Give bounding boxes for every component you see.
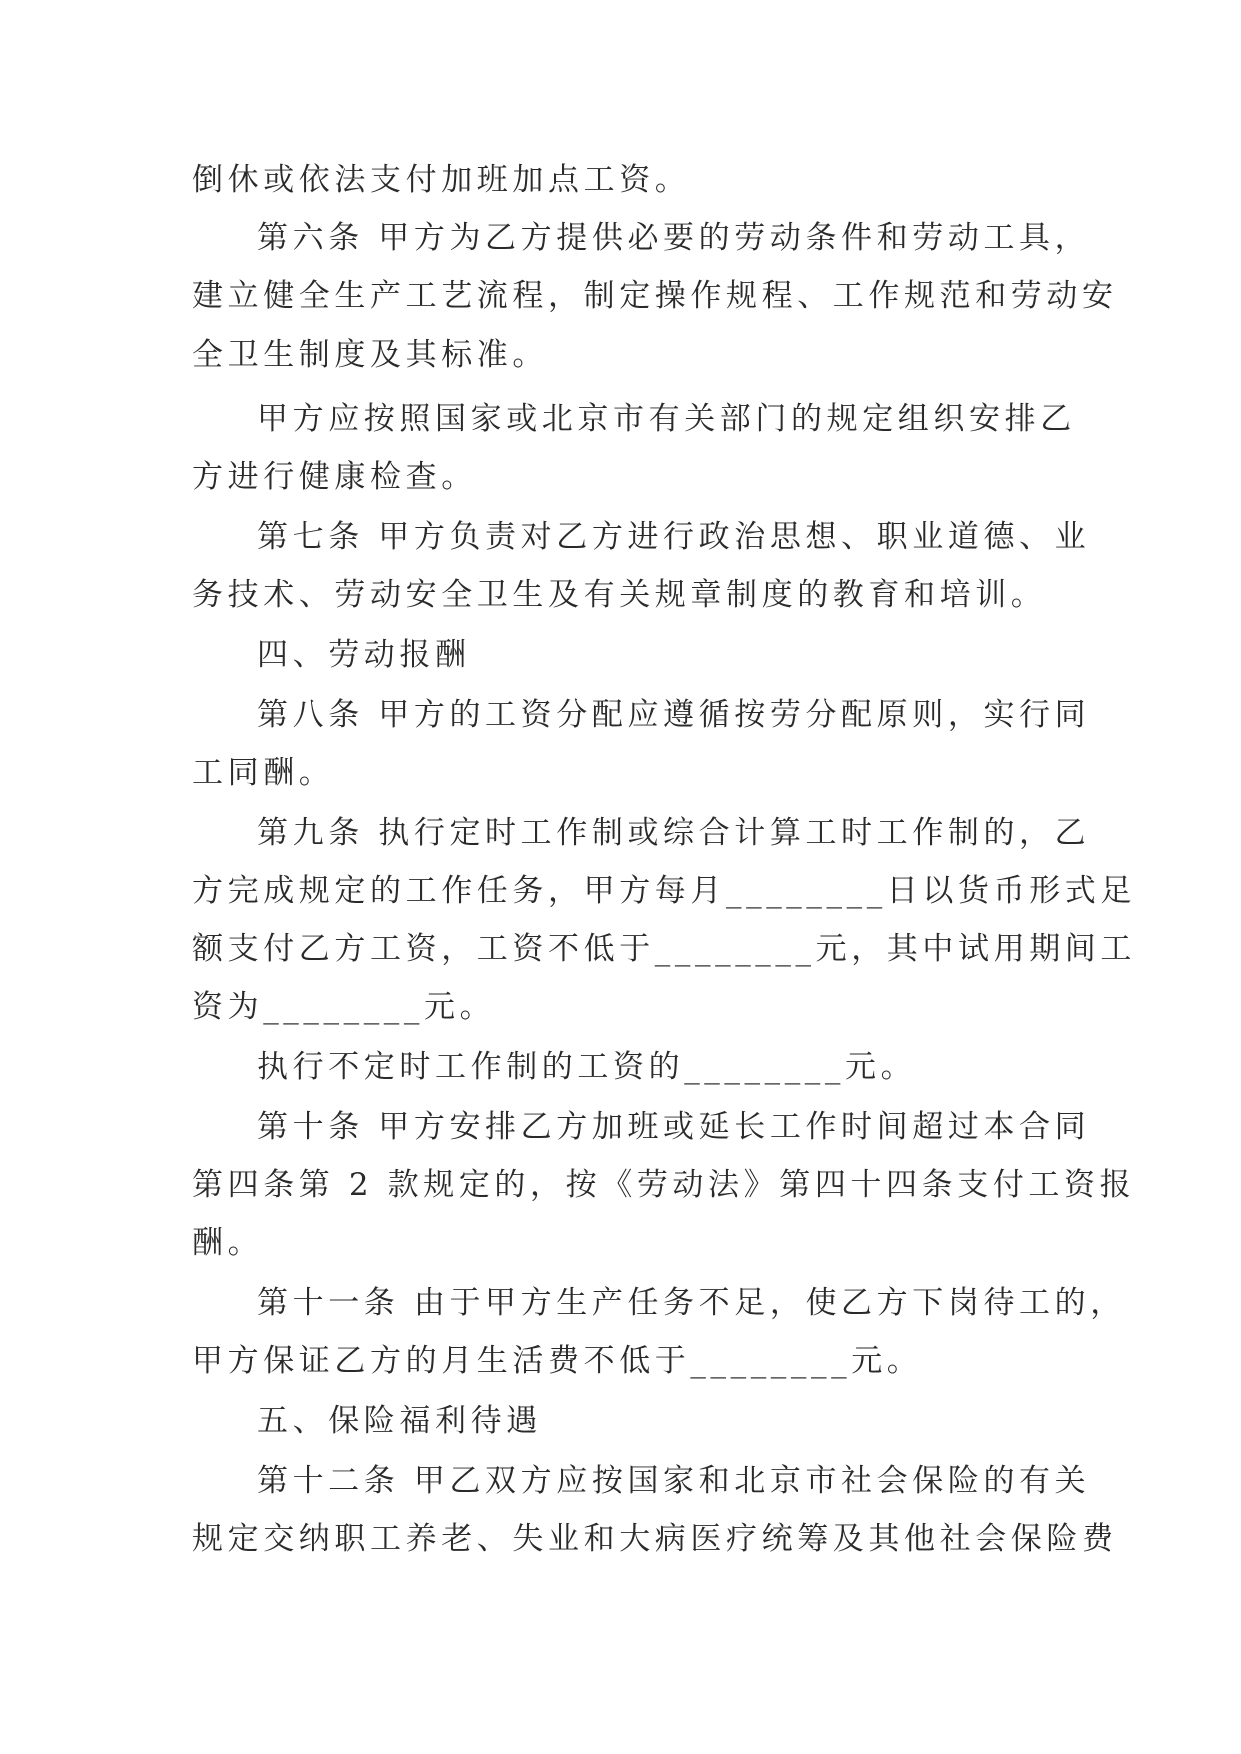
- text-line: 第九条 执行定时工作制或综合计算工时工作制的，乙: [257, 815, 1091, 851]
- text-line: 第六条 甲方为乙方提供必要的劳动条件和劳动工具，: [257, 220, 1091, 256]
- section-heading: 五、保险福利待遇: [257, 1403, 542, 1439]
- text-line: 全卫生制度及其标准。: [192, 337, 548, 373]
- text-line: 酬。: [192, 1225, 264, 1261]
- text-line: 工同酬。: [192, 755, 335, 791]
- text-line: 第七条 甲方负责对乙方进行政治思想、职业道德、业: [257, 519, 1091, 555]
- text-line: 方完成规定的工作任务，甲方每月________日以货币形式足: [192, 873, 1136, 909]
- text-line: 资为________元。: [192, 989, 496, 1025]
- text-line: 第八条 甲方的工资分配应遵循按劳分配原则，实行同: [257, 697, 1091, 733]
- text-line: 倒休或依法支付加班加点工资。: [192, 162, 691, 198]
- text-line: 规定交纳职工养老、失业和大病医疗统筹及其他社会保险费: [192, 1521, 1118, 1557]
- text-line: 建立健全生产工艺流程，制定操作规程、工作规范和劳动安: [192, 278, 1118, 314]
- text-line: 第十一条 由于甲方生产任务不足，使乙方下岗待工的，: [257, 1285, 1126, 1321]
- section-heading: 四、劳动报酬: [257, 637, 471, 673]
- text-line: 甲方保证乙方的月生活费不低于________元。: [192, 1343, 923, 1379]
- text-line: 第四条第 2 款规定的，按《劳动法》第四十四条支付工资报: [192, 1167, 1136, 1203]
- text-line: 方进行健康检查。: [192, 459, 477, 495]
- text-line: 甲方应按照国家或北京市有关部门的规定组织安排乙: [257, 401, 1076, 437]
- text-line: 务技术、劳动安全卫生及有关规章制度的教育和培训。: [192, 577, 1047, 613]
- text-line: 第十二条 甲乙双方应按国家和北京市社会保险的有关: [257, 1463, 1091, 1499]
- text-line: 执行不定时工作制的工资的________元。: [257, 1049, 917, 1085]
- text-line: 第十条 甲方安排乙方加班或延长工作时间超过本合同: [257, 1109, 1091, 1145]
- text-line: 额支付乙方工资，工资不低于________元，其中试用期间工: [192, 931, 1136, 967]
